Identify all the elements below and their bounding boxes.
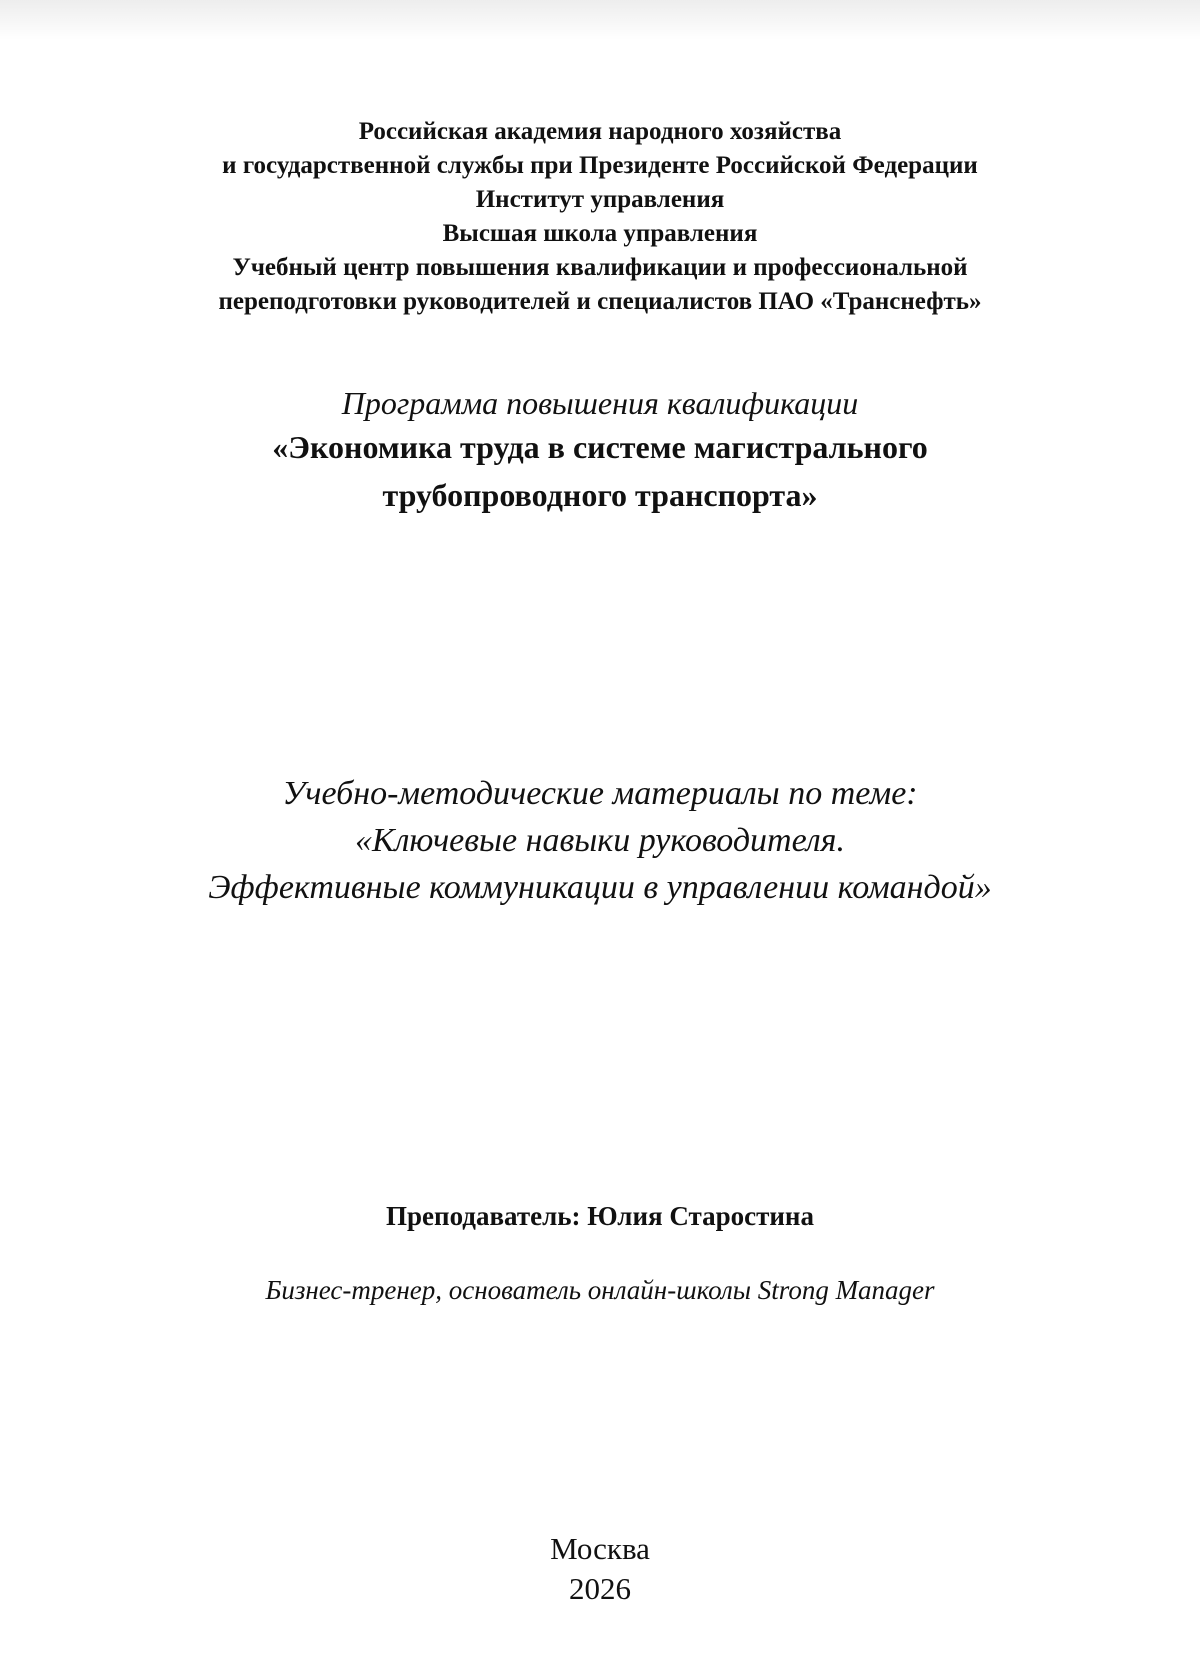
teacher-title: Преподаватель: Юлия Старостина (386, 1201, 814, 1231)
institution-header (0, 115, 1200, 319)
institution-line: переподготовки руководителей и специалистов ПАО «Транснефть» (218, 288, 982, 315)
materials-line: Эффективные коммуникации в управлении командой» (208, 869, 992, 906)
program-block (0, 383, 1200, 519)
teacher-description: Бизнес-тренер, основатель онлайн-школы Strong Manager (265, 1275, 935, 1305)
materials-line: «Ключевые навыки руководителя. (355, 822, 845, 859)
institution-line: Учебный центр повышения квалификации и профессиональной (232, 254, 968, 281)
institution-line: Институт управления (475, 186, 725, 213)
institution-line: Российская академия народного хозяйства (358, 118, 842, 145)
materials-block (0, 770, 1200, 911)
document-footer (0, 1529, 1200, 1609)
program-label: Программа повышения квалификации (341, 385, 859, 421)
institution-line: Высшая школа управления (442, 220, 758, 247)
footer-year: 2026 (569, 1571, 631, 1606)
institution-line: и государственной службы при Президенте Российской Федерации (222, 152, 978, 179)
materials-line: Учебно-методические материалы по теме: (282, 775, 918, 812)
program-name-line: трубопроводного транспорта» (382, 477, 818, 513)
footer-city: Москва (550, 1531, 650, 1566)
program-name-line: «Экономика труда в системе магистрального (272, 429, 928, 465)
